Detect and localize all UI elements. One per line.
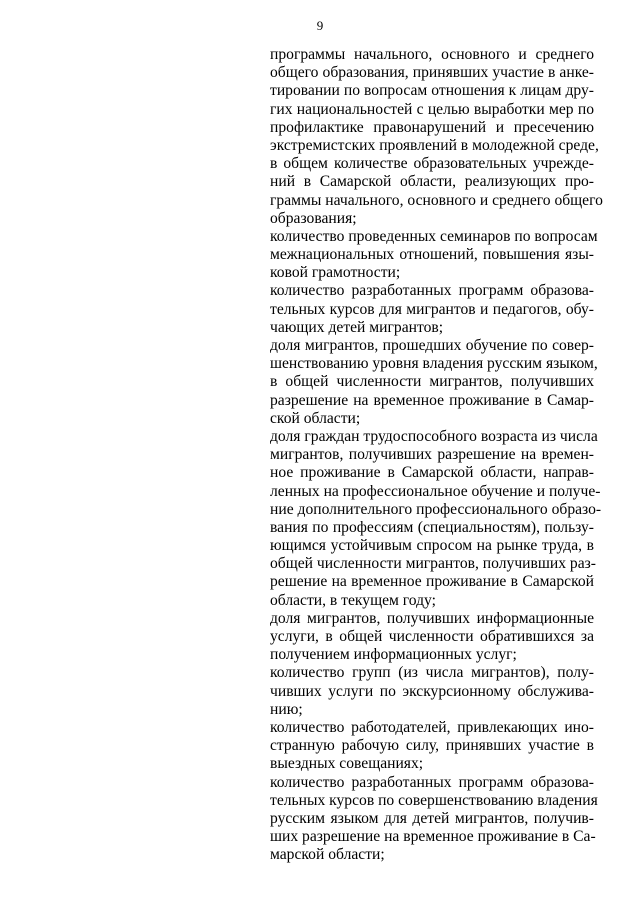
text-line: странную рабочую силу, принявших участие в bbox=[270, 737, 594, 755]
text-line: тельных курсов для мигрантов и педагогов, обу- bbox=[270, 300, 594, 318]
paragraph bbox=[270, 337, 598, 428]
text-line: шенствованию уровня владения русским языком, bbox=[270, 355, 598, 373]
text-line: в общей численности мигрантов, получивших bbox=[270, 373, 594, 391]
text-line: нию; bbox=[270, 700, 303, 718]
text-line: ющимся устойчивым спросом на рынке труда, в bbox=[270, 537, 594, 555]
text-line: ской области; bbox=[270, 409, 361, 427]
text-line: экстремистских проявлений в молодежной среде, bbox=[270, 136, 599, 154]
text-line: чивших услуги по экскурсионному обслужива- bbox=[270, 682, 594, 700]
paragraph bbox=[270, 427, 602, 610]
text-line: ших разрешение на временное проживание в Са- bbox=[270, 828, 596, 846]
text-line: русским языком для детей мигрантов, получив- bbox=[270, 809, 594, 827]
text-line: количество разработанных программ образова- bbox=[270, 282, 594, 300]
text-line: области, в текущем году; bbox=[270, 591, 436, 609]
text-line: общего образования, принявших участие в анке- bbox=[270, 64, 594, 82]
paragraph bbox=[270, 664, 594, 719]
text-line: количество работодателей, привлекающих ино- bbox=[270, 718, 594, 736]
text-line: программы начального, основного и среднего bbox=[270, 46, 594, 63]
text-line: ний в Самарской области, реализующих про- bbox=[270, 173, 594, 191]
text-line: количество проведенных семинаров по вопросам bbox=[270, 227, 598, 245]
text-line: гих национальностей с целью выработки мер по bbox=[270, 100, 594, 118]
text-line: доля мигрантов, прошедших обучение по совер- bbox=[270, 337, 594, 354]
text-line: образования; bbox=[270, 209, 357, 227]
text-line: граммы начального, основного и среднего общего bbox=[270, 191, 603, 209]
text-line: количество разработанных программ образова- bbox=[270, 773, 594, 791]
text-line: вания по профессиям (специальностям), пользу- bbox=[270, 518, 594, 536]
text-line: получением информационных услуг; bbox=[270, 646, 517, 664]
text-line: марской области; bbox=[270, 846, 385, 864]
document-body bbox=[270, 46, 603, 864]
paragraph bbox=[270, 46, 603, 228]
text-line: количество групп (из числа мигрантов), полу- bbox=[270, 664, 594, 682]
text-line: в общем количестве образовательных учрежде- bbox=[270, 155, 594, 173]
text-line: разрешение на временное проживание в Самар- bbox=[270, 391, 594, 409]
paragraph bbox=[270, 282, 594, 337]
text-line: чающих детей мигрантов; bbox=[270, 318, 444, 336]
text-line: тировании по вопросам отношения к лицам дру- bbox=[270, 82, 594, 100]
text-line: мигрантов, получивших разрешение на времен- bbox=[270, 446, 594, 464]
text-line: ное проживание в Самарской области, направ- bbox=[270, 464, 594, 482]
text-line: доля граждан трудоспособного возраста из числа bbox=[270, 427, 598, 445]
text-line: межнациональных отношений, повышения язы- bbox=[270, 246, 594, 264]
text-line: профилактике правонарушений и пресечению bbox=[270, 118, 594, 136]
text-line: ковой грамотности; bbox=[270, 264, 401, 282]
text-line: выездных совещаниях; bbox=[270, 755, 424, 773]
text-line: ние дополнительного профессионального образо- bbox=[270, 500, 602, 518]
text-line: доля мигрантов, получивших информационные bbox=[270, 609, 594, 627]
text-line: общей численности мигрантов, получивших раз- bbox=[270, 555, 596, 573]
paragraph bbox=[270, 773, 598, 865]
text-line: услуги, в общей численности обратившихся за bbox=[270, 628, 594, 645]
text-line: тельных курсов по совершенствованию владения bbox=[270, 791, 598, 809]
page-number: 9 bbox=[316, 18, 324, 33]
text-line: ленных на профессиональное обучение и получе- bbox=[270, 482, 601, 500]
paragraph bbox=[270, 227, 598, 283]
paragraph bbox=[270, 610, 594, 665]
text-line: решение на временное проживание в Самарской bbox=[270, 573, 594, 591]
paragraph bbox=[270, 719, 594, 774]
